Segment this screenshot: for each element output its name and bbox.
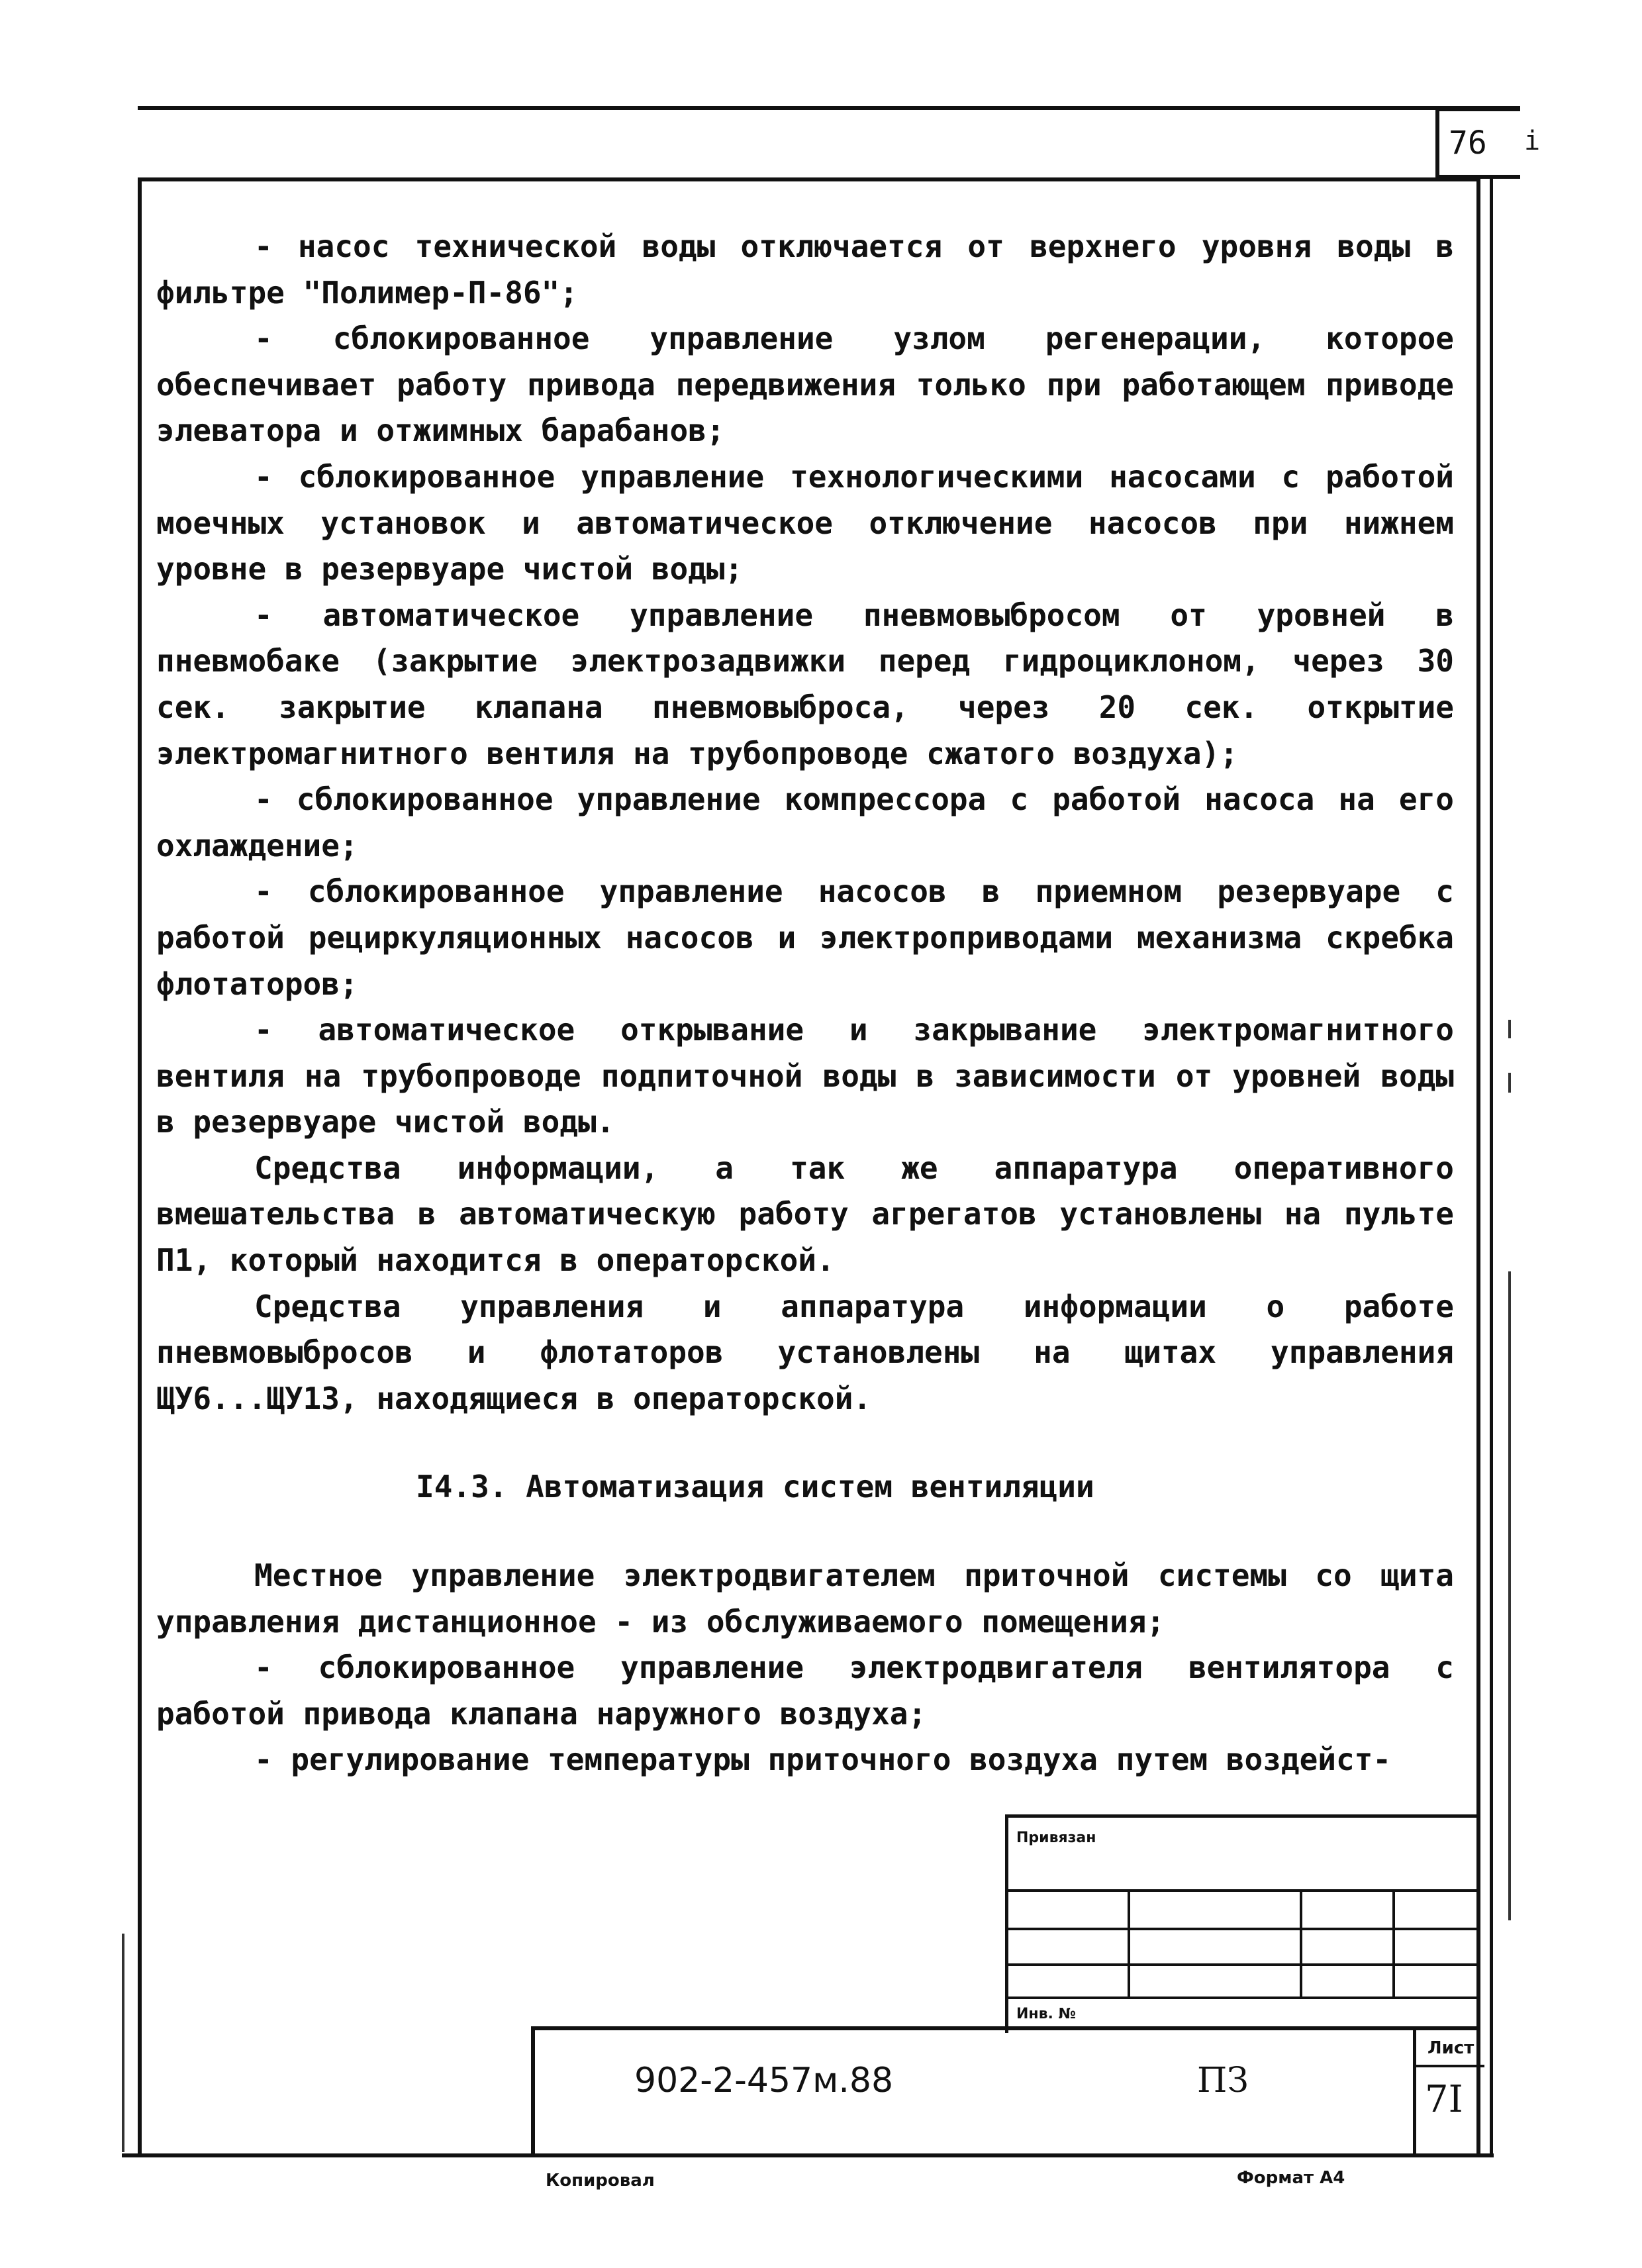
bottom-rule [122,2153,1494,2157]
sheet-cell-divider [1413,2030,1416,2157]
body-text [156,224,1454,1783]
stamp-rule-1 [1008,1889,1480,1892]
margin-mark: i [1524,126,1541,156]
scan-edge-mark-1 [1508,1020,1511,1038]
stamp-rule-2 [1008,1928,1480,1930]
document-type: ПЗ [1197,2061,1249,2100]
sheet-number: 7I [1425,2078,1463,2121]
paragraph-12: - регулирование температуры приточного воздуха путем воздейст- [254,1742,1392,1778]
sheet-label: Лист [1427,2038,1474,2058]
paragraph-6: - сблокированное управление насосов в приемном резервуаре с работой рециркуляционных насосов и электроприводами механизма скребка флотаторов; [156,873,1454,1002]
scan-edge-mark-4 [122,1934,124,2152]
paragraph-11: - сблокированное управление электродвигателя вентилятора с работой привода клапана наружного воздуха; [156,1650,1454,1732]
paragraph-5: - сблокированное управление компрессора с работой насоса на его охлаждение; [156,781,1454,863]
stamp-col-1 [1128,1889,1130,1999]
scan-edge-mark-3 [1508,1271,1511,1920]
stamp-col-3 [1392,1889,1395,1999]
inventory-label: Инв. № [1016,2006,1077,2022]
sheet-label-rule [1413,2065,1484,2067]
paragraph-1: - насос технической воды отключается от верхнего уровня воды в фильтре "Полимер-П-86"; [156,228,1454,311]
section-heading: I4.3. Автоматизация систем вентиляции [416,1469,1094,1505]
page-number-box [1435,107,1520,179]
paragraph-9: Средства управления и аппаратура информации о работе пневмовыбросов и флотаторов установлены на щитах управления ЩУ6...ЩУ13, находящиеся в операторской. [156,1288,1454,1416]
approval-stamp [1005,1814,1480,2033]
paragraph-2: - сблокированное управление узлом регенерации, которое обеспечивает работу привода передвижения только при работающем приводе элеватора и отжимных барабанов; [156,320,1454,449]
copied-label: Копировал [546,2171,655,2191]
scan-edge-mark-2 [1508,1073,1511,1093]
paragraph-8: Средства информации, а так же аппаратура оперативного вмешательства в автоматическую работу агрегатов установлены на пульте П1, который находится в операторской. [156,1150,1454,1279]
page-number: 76 [1449,124,1487,162]
right-outer-rule [1490,177,1493,2157]
paragraph-3: - сблокированное управление технологическими насосами с работой моечных установок и автоматическое отключение насосов при нижнем уровне в резервуаре чистой воды; [156,458,1454,587]
document-code: 902-2-457м.88 [634,2061,894,2100]
paragraph-7: - автоматическое открывание и закрывание электромагнитного вентиля на трубопроводе подпиточной воды в зависимости от уровней воды в резервуаре чистой воды. [156,1012,1454,1140]
bound-label: Привязан [1016,1830,1096,1846]
top-rule [138,106,1520,110]
stamp-rule-4 [1008,1997,1480,1999]
paragraph-4: - автоматическое управление пневмовыбросом от уровней в пневмобаке (закрытие электрозадвижки перед гидроциклоном, через 30 сек. закрытие клапана пневмовыброса, через 20 сек. открытие электромагнитного вентиля на трубопроводе сжатого воздуха); [156,597,1454,771]
stamp-col-2 [1300,1889,1302,1999]
paragraph-10: Местное управление электродвигателем приточной системы со щита управления дистанционное - из обслуживаемого помещения; [156,1557,1454,1640]
format-label: Формат А4 [1237,2168,1345,2188]
stamp-rule-3 [1008,1963,1480,1966]
